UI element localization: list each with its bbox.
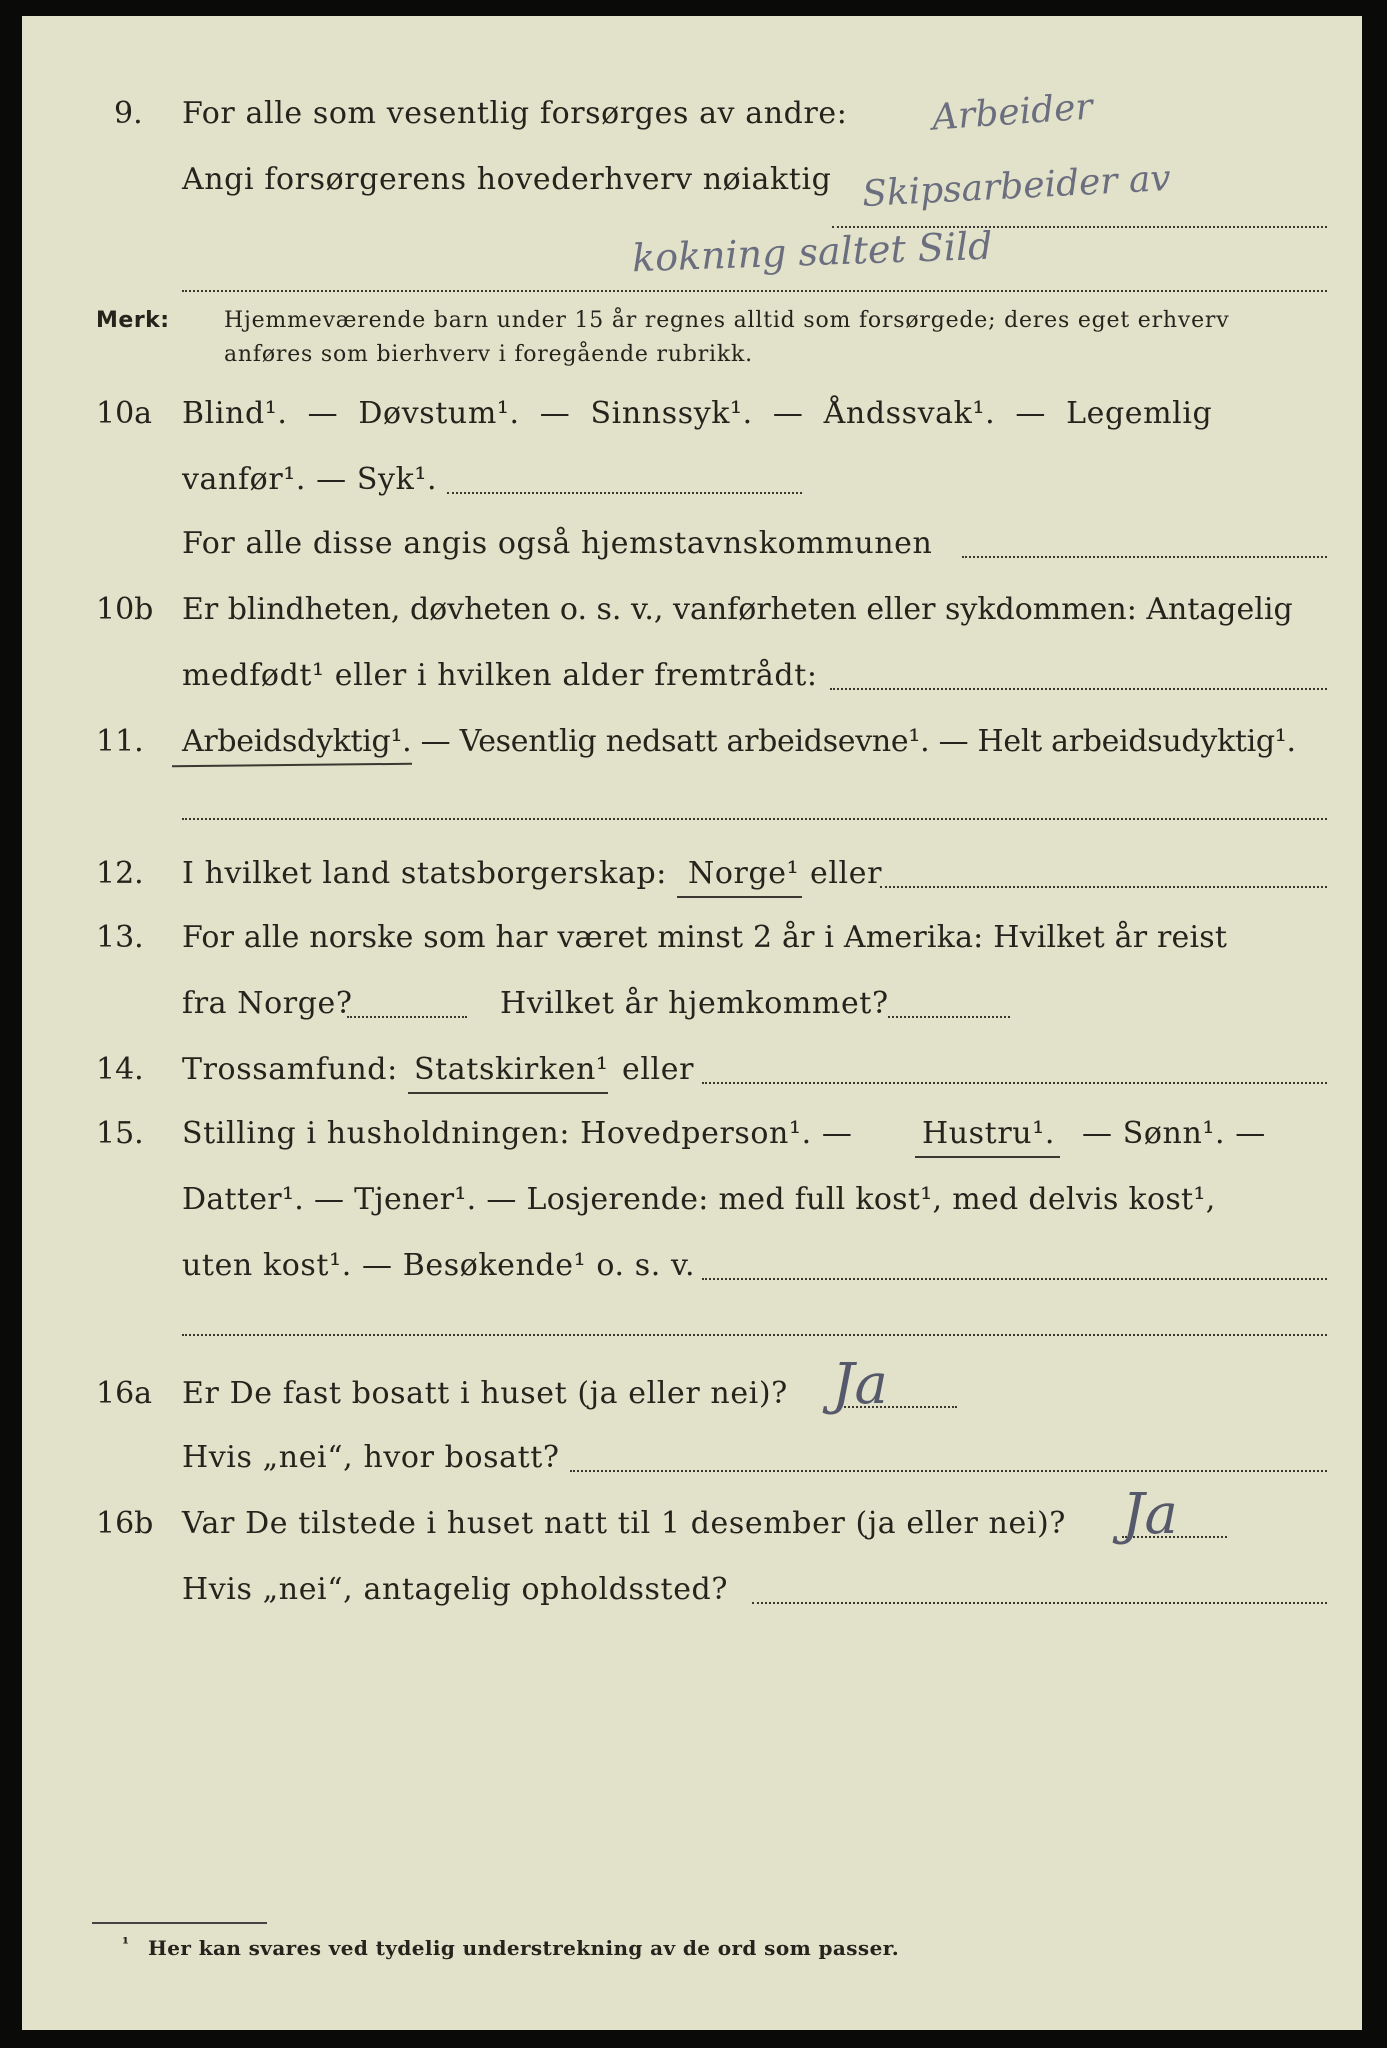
q9-handwriting-a: Arbeider <box>930 86 1094 139</box>
q10b-answer-line <box>830 688 1327 690</box>
q13-line2a: fra Norge? <box>182 986 353 1021</box>
merk-line1: Hjemmeværende barn under 15 år regnes alltid som forsørgede; deres eget erhverv <box>224 308 1230 333</box>
q13-number: 13. <box>96 920 144 955</box>
q12-line1: I hvilket land statsborgerskap: <box>182 856 667 891</box>
q15-line1a: Stilling i husholdningen: Hovedperson¹. — <box>182 1116 853 1151</box>
q12-norge-underline <box>677 896 802 898</box>
q9-number: 9. <box>114 96 143 131</box>
q15-line1b: — Sønn¹. — <box>1082 1116 1266 1151</box>
q10b-number: 10b <box>96 592 154 627</box>
q16a-line1: Er De fast bosatt i huset (ja eller nei)? <box>182 1376 788 1411</box>
q11-number: 11. <box>96 724 144 759</box>
footnote-rule <box>92 1922 267 1924</box>
q10b-line1: Er blindheten, døvheten o. s. v., vanførheten eller sykdommen: Antagelig <box>182 592 1293 627</box>
q11-answer-underline <box>172 763 412 768</box>
q16b-handwriting: Ja <box>1122 1482 1178 1547</box>
q16a-handwriting: Ja <box>832 1352 888 1417</box>
q9-line1: For alle som vesentlig forsørges av andre: <box>182 96 848 131</box>
q15-line3: uten kost¹. — Besøkende¹ o. s. v. <box>182 1248 696 1283</box>
q10a-line3: For alle disse angis også hjemstavnskommunen <box>182 526 933 561</box>
q10a-number: 10a <box>96 396 153 431</box>
q15-answer-line1 <box>702 1278 1327 1280</box>
q16b-line2: Hvis „nei“, antagelig opholdssted? <box>182 1572 729 1607</box>
q16b-number: 16b <box>96 1506 154 1541</box>
q10a-answer-line <box>447 492 802 494</box>
q10a-line2: vanfør¹. — Syk¹. <box>182 462 438 497</box>
q10b-line2: medfødt¹ eller i hvilken alder fremtrådt: <box>182 658 818 693</box>
q15-answer-line2 <box>182 1334 1327 1336</box>
q16a-line2: Hvis „nei“, hvor bosatt? <box>182 1440 560 1475</box>
q9-handwriting-c: kokning saltet Sild <box>631 223 994 281</box>
merk-line2: anføres som bierhverv i foregående rubrikk. <box>224 342 753 367</box>
q13-line1: For alle norske som har været minst 2 år i Amerika: Hvilket år reist <box>182 920 1228 955</box>
q15-hustru-underline <box>915 1156 1060 1158</box>
q12-eller: eller <box>810 856 883 891</box>
q14-answer-line <box>702 1082 1327 1084</box>
q9-line2: Angi forsørgerens hovederhverv nøiaktig <box>182 162 832 197</box>
q14-statskirken: Statskirken¹ <box>414 1052 609 1087</box>
q13-line2b: Hvilket år hjemkommet? <box>500 986 889 1021</box>
q11-line1: Arbeidsdyktig¹. — Vesentlig nedsatt arbeidsevne¹. — Helt arbeidsudyktig¹. <box>182 724 1296 759</box>
q12-number: 12. <box>96 856 144 891</box>
q9-handwriting-b: Skipsarbeider av <box>861 157 1172 216</box>
q9-answer-line2 <box>182 290 1327 292</box>
q12-norge: Norge¹ <box>688 856 800 891</box>
q16b-line1: Var De tilstede i huset natt til 1 desember (ja eller nei)? <box>182 1506 1066 1541</box>
q16b-opholdssted-line <box>752 1602 1327 1604</box>
q14-statskirken-underline <box>408 1092 608 1094</box>
footnote-mark: ¹ <box>122 1934 130 1953</box>
q14-eller: eller <box>622 1052 695 1087</box>
footnote-text: Her kan svares ved tydelig understrekning av de ord som passer. <box>148 1936 900 1960</box>
q10a-hjemstavn-line <box>962 556 1327 558</box>
q14-label: Trossamfund: <box>182 1052 398 1087</box>
q11-answer-line <box>182 818 1327 820</box>
census-form-page <box>22 16 1362 2030</box>
q14-number: 14. <box>96 1052 144 1087</box>
q13-reist-line <box>347 1016 467 1018</box>
q10a-line1: Blind¹. — Døvstum¹. — Sinnssyk¹. — Åndssvak¹. — Legemlig <box>182 396 1213 431</box>
q13-hjemkommet-line <box>888 1016 1010 1018</box>
q15-hustru: Hustru¹. <box>922 1116 1055 1151</box>
q15-line2: Datter¹. — Tjener¹. — Losjerende: med full kost¹, med delvis kost¹, <box>182 1182 1216 1217</box>
merk-label: Merk: <box>96 308 170 333</box>
q12-answer-line <box>880 886 1327 888</box>
q15-number: 15. <box>96 1116 144 1151</box>
q16a-number: 16a <box>96 1376 153 1411</box>
q16a-bosatt-line <box>570 1470 1327 1472</box>
